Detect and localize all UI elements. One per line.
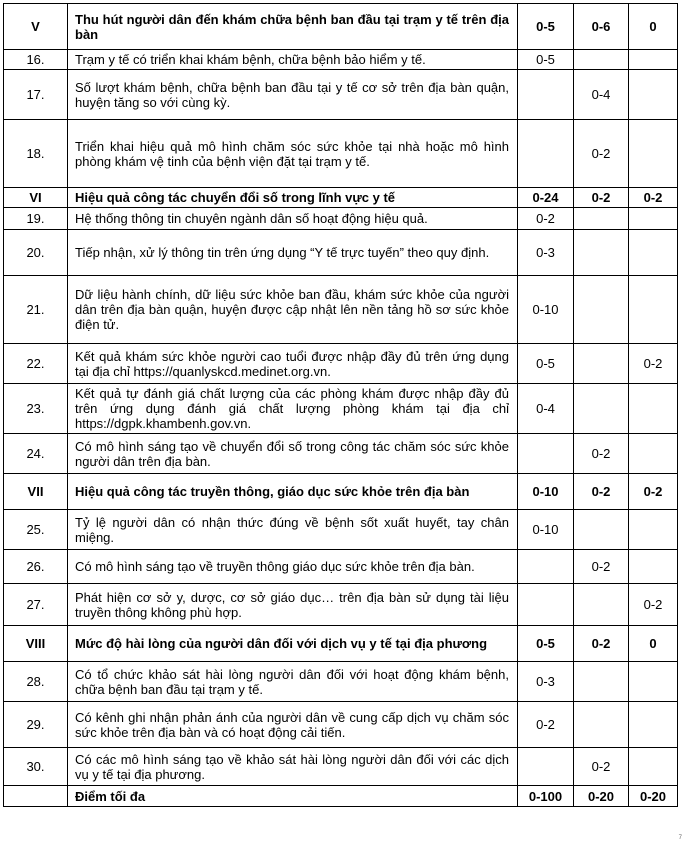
score-col-2: 0-4: [574, 70, 629, 120]
score-col-2: [574, 384, 629, 434]
score-col-1: 0-4: [518, 384, 574, 434]
score-col-3: 0: [629, 4, 678, 50]
criterion-row: [4, 510, 678, 550]
score-col-3: 0-2: [629, 474, 678, 510]
score-col-1: 0-10: [518, 276, 574, 344]
row-criterion: Phát hiện cơ sở y, dược, cơ sở giáo dục… trên địa bàn sử dụng tài liệu truyền thông không phù hợp.: [68, 584, 518, 626]
row-criterion: Có kênh ghi nhận phản ánh của người dân về cung cấp dịch vụ chăm sóc sức khỏe trên địa bàn và có hoạt động cải tiến.: [68, 702, 518, 748]
section-row: [4, 4, 678, 50]
score-col-2: 0-2: [574, 120, 629, 188]
score-col-1: 0-100: [518, 786, 574, 807]
score-col-1: [518, 434, 574, 474]
row-number: 25.: [4, 510, 68, 550]
score-col-3: 0-2: [629, 188, 678, 208]
criterion-row: [4, 748, 678, 786]
score-col-1: 0-5: [518, 344, 574, 384]
criterion-row: [4, 584, 678, 626]
row-criterion: Có mô hình sáng tạo về chuyển đổi số trong công tác chăm sóc sức khỏe người dân trên địa bàn.: [68, 434, 518, 474]
row-criterion: Mức độ hài lòng của người dân đối với dịch vụ y tế tại địa phương: [68, 626, 518, 662]
row-criterion: Số lượt khám bệnh, chữa bệnh ban đầu tại y tế cơ sở trên địa bàn quận, huyện tăng so với cùng kỳ.: [68, 70, 518, 120]
score-col-3: [629, 50, 678, 70]
row-number: 17.: [4, 70, 68, 120]
score-col-1: 0-5: [518, 4, 574, 50]
row-criterion: Kết quả khám sức khỏe người cao tuổi được nhập đầy đủ trên ứng dụng tại địa chỉ https://quanlyskcd.medinet.org.vn.: [68, 344, 518, 384]
row-criterion: Hiệu quả công tác chuyển đổi số trong lĩnh vực y tế: [68, 188, 518, 208]
page-number: 7: [678, 835, 682, 841]
criterion-row: [4, 434, 678, 474]
row-number: VIII: [4, 626, 68, 662]
score-col-3: 0-2: [629, 344, 678, 384]
score-col-2: [574, 344, 629, 384]
score-col-1: 0-24: [518, 188, 574, 208]
row-criterion: Trạm y tế có triển khai khám bệnh, chữa bệnh bảo hiểm y tế.: [68, 50, 518, 70]
score-col-1: [518, 748, 574, 786]
section-row: [4, 626, 678, 662]
criterion-row: [4, 50, 678, 70]
score-col-3: 0-2: [629, 584, 678, 626]
row-criterion: Dữ liệu hành chính, dữ liệu sức khỏe ban đầu, khám sức khỏe của người dân trên địa bàn quận, huyện được cập nhật lên nền tảng hồ sơ sức khỏe điện tử.: [68, 276, 518, 344]
score-col-3: [629, 208, 678, 230]
criterion-row: [4, 276, 678, 344]
score-col-2: [574, 584, 629, 626]
score-col-1: 0-2: [518, 702, 574, 748]
score-col-1: 0-2: [518, 208, 574, 230]
score-col-3: [629, 702, 678, 748]
score-col-3: 0-20: [629, 786, 678, 807]
row-criterion: Kết quả tự đánh giá chất lượng của các phòng khám được nhập đầy đủ trên ứng dụng đánh giá chất lượng phòng khám tại địa chỉ https://dgpk.khambenh.gov.vn.: [68, 384, 518, 434]
score-col-3: [629, 662, 678, 702]
score-col-1: 0-10: [518, 510, 574, 550]
score-col-2: [574, 50, 629, 70]
score-col-3: [629, 384, 678, 434]
score-col-1: 0-3: [518, 230, 574, 276]
criterion-row: [4, 344, 678, 384]
row-number: 26.: [4, 550, 68, 584]
score-col-1: [518, 120, 574, 188]
score-col-1: [518, 550, 574, 584]
row-number: V: [4, 4, 68, 50]
score-col-2: 0-2: [574, 748, 629, 786]
criterion-row: [4, 230, 678, 276]
row-number: 29.: [4, 702, 68, 748]
section-row: [4, 474, 678, 510]
criterion-row: [4, 70, 678, 120]
score-col-2: 0-2: [574, 626, 629, 662]
score-col-3: [629, 230, 678, 276]
score-col-1: [518, 70, 574, 120]
score-col-3: [629, 550, 678, 584]
criterion-row: [4, 384, 678, 434]
row-number: 27.: [4, 584, 68, 626]
score-col-2: 0-20: [574, 786, 629, 807]
criterion-row: [4, 702, 678, 748]
total-row: [4, 786, 678, 807]
row-criterion: Có mô hình sáng tạo về truyền thông giáo dục sức khỏe trên địa bàn.: [68, 550, 518, 584]
row-criterion: Có tổ chức khảo sát hài lòng người dân đối với hoạt động khám bệnh, chữa bệnh ban đầu tại trạm y tế.: [68, 662, 518, 702]
row-number: 28.: [4, 662, 68, 702]
row-criterion: Hiệu quả công tác truyền thông, giáo dục sức khỏe trên địa bàn: [68, 474, 518, 510]
row-number: 22.: [4, 344, 68, 384]
score-col-1: [518, 584, 574, 626]
score-col-2: [574, 208, 629, 230]
score-col-1: 0-5: [518, 626, 574, 662]
score-col-3: 0: [629, 626, 678, 662]
score-col-1: 0-5: [518, 50, 574, 70]
row-criterion: Có các mô hình sáng tạo về khảo sát hài lòng người dân đối với các dịch vụ y tế tại địa phương.: [68, 748, 518, 786]
score-col-1: 0-10: [518, 474, 574, 510]
row-criterion: Triển khai hiệu quả mô hình chăm sóc sức khỏe tại nhà hoặc mô hình phòng khám vệ tinh của bệnh viện đặt tại trạm y tế.: [68, 120, 518, 188]
row-number: 19.: [4, 208, 68, 230]
score-col-3: [629, 120, 678, 188]
score-col-3: [629, 434, 678, 474]
score-col-2: [574, 510, 629, 550]
row-number: 21.: [4, 276, 68, 344]
criterion-row: [4, 208, 678, 230]
row-criterion: Thu hút người dân đến khám chữa bệnh ban đầu tại trạm y tế trên địa bàn: [68, 4, 518, 50]
score-col-3: [629, 276, 678, 344]
score-col-2: 0-6: [574, 4, 629, 50]
score-col-1: 0-3: [518, 662, 574, 702]
section-row: [4, 188, 678, 208]
score-col-2: [574, 702, 629, 748]
row-number: 24.: [4, 434, 68, 474]
scoring-table-body: [4, 4, 678, 807]
score-col-2: [574, 230, 629, 276]
score-col-2: [574, 662, 629, 702]
score-col-2: 0-2: [574, 434, 629, 474]
score-col-2: 0-2: [574, 550, 629, 584]
row-number: VII: [4, 474, 68, 510]
scoring-table: [3, 3, 678, 807]
row-number: 20.: [4, 230, 68, 276]
row-number: 18.: [4, 120, 68, 188]
score-col-3: [629, 70, 678, 120]
row-number: [4, 786, 68, 807]
score-col-2: [574, 276, 629, 344]
row-criterion: Hệ thống thông tin chuyên ngành dân số hoạt động hiệu quả.: [68, 208, 518, 230]
row-number: 23.: [4, 384, 68, 434]
score-col-2: 0-2: [574, 474, 629, 510]
row-criterion: Tỷ lệ người dân có nhận thức đúng về bệnh sốt xuất huyết, tay chân miệng.: [68, 510, 518, 550]
criterion-row: [4, 662, 678, 702]
score-col-3: [629, 510, 678, 550]
row-number: 16.: [4, 50, 68, 70]
row-number: 30.: [4, 748, 68, 786]
row-number: VI: [4, 188, 68, 208]
criterion-row: [4, 550, 678, 584]
score-col-3: [629, 748, 678, 786]
criterion-row: [4, 120, 678, 188]
row-criterion: Tiếp nhận, xử lý thông tin trên ứng dụng “Y tế trực tuyến” theo quy định.: [68, 230, 518, 276]
row-criterion: Điểm tối đa: [68, 786, 518, 807]
score-col-2: 0-2: [574, 188, 629, 208]
